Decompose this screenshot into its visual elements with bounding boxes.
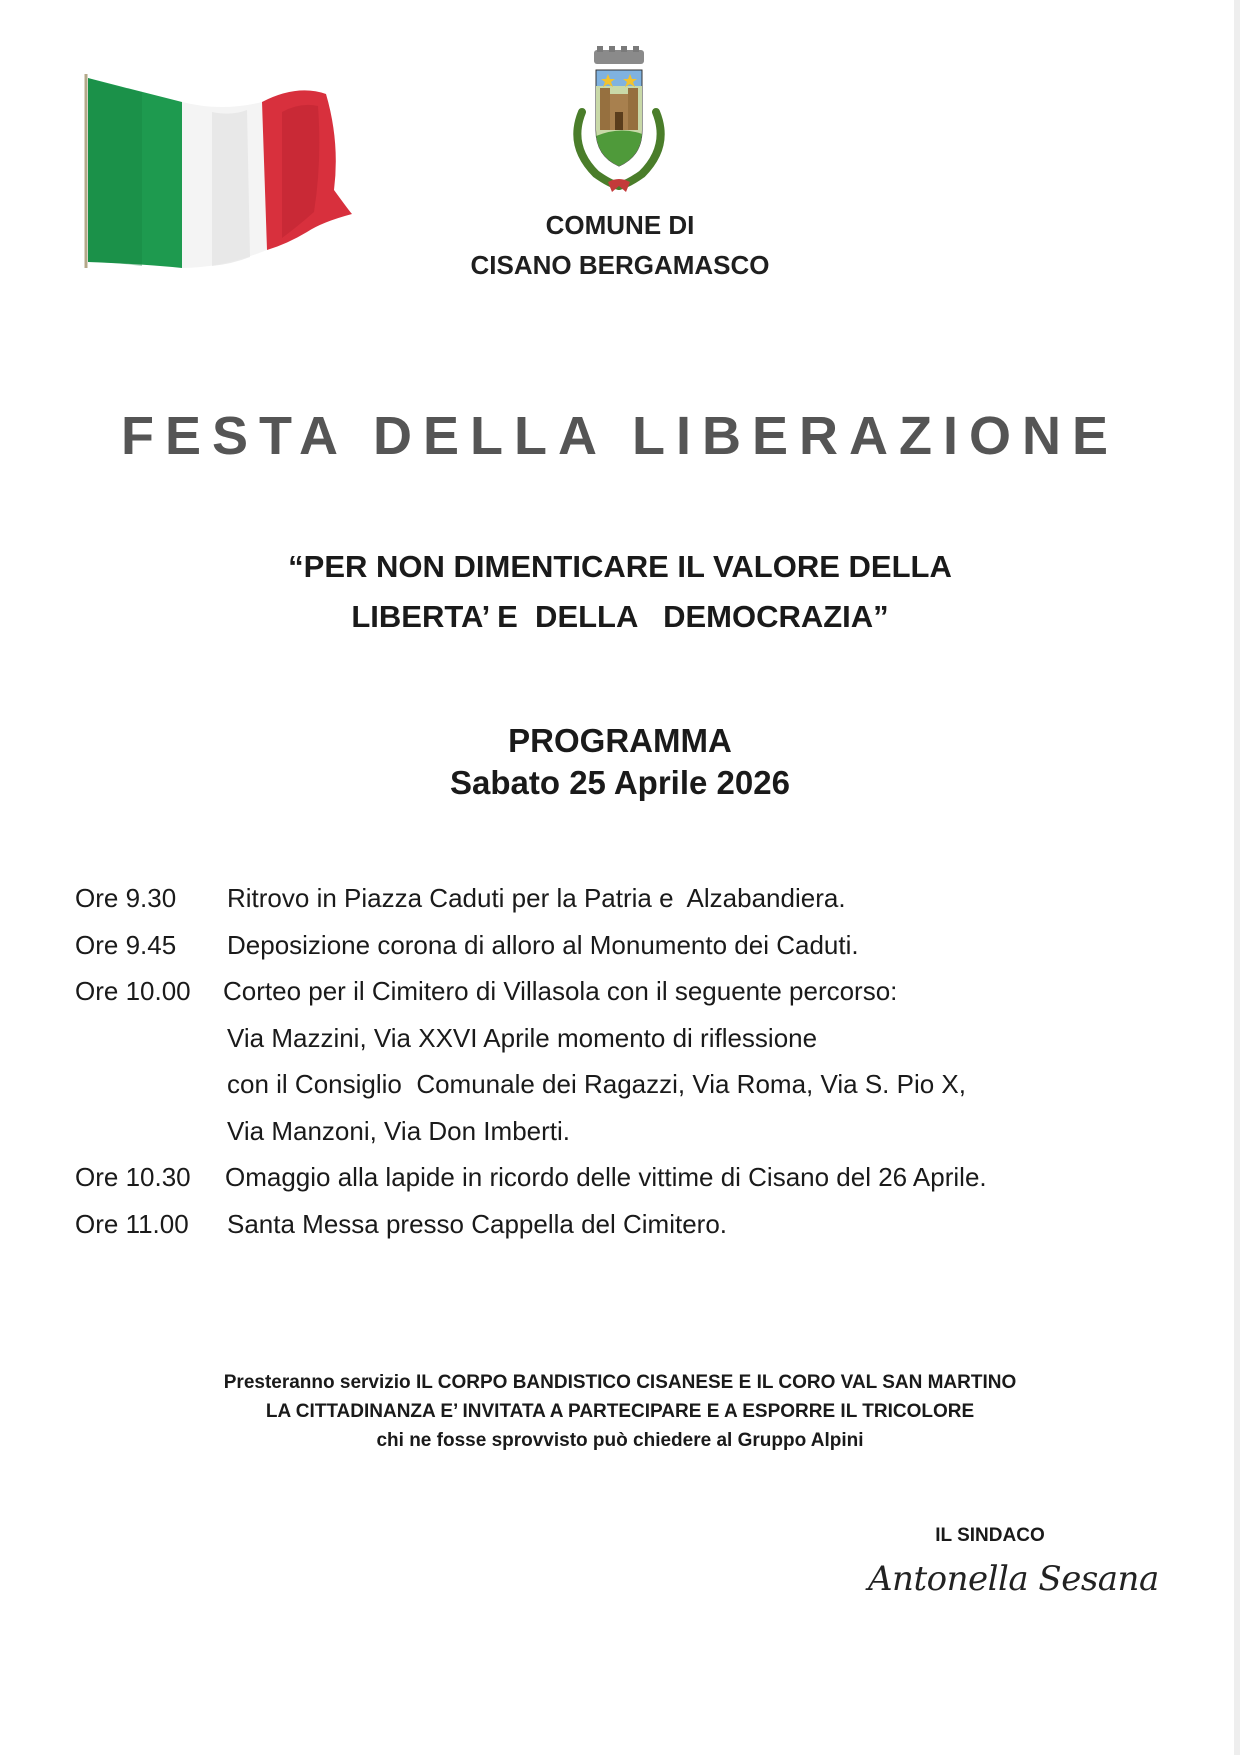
schedule-description: Via Manzoni, Via Don Imberti. [227, 1115, 570, 1146]
italian-flag-icon [82, 72, 402, 282]
coat-of-arms-icon [560, 46, 678, 196]
municipality-name [420, 205, 820, 285]
schedule-row [75, 1201, 1195, 1248]
schedule-time: Ore 10.30 [75, 1162, 191, 1192]
schedule-description: Via Mazzini, Via XXVI Aprile momento di riflessione [227, 1022, 818, 1053]
schedule-description: Corteo per il Cimitero di Villasola con il seguente percorso: [223, 976, 898, 1006]
mayor-role: IL SINDACO [935, 1525, 1045, 1546]
mayor-signature [862, 1540, 1159, 1610]
program-heading-block [320, 720, 920, 804]
event-motto [120, 542, 1120, 642]
schedule-time: Ore 9.45 [75, 929, 177, 960]
notes-block [120, 1368, 1120, 1455]
schedule-row-continuation [75, 1015, 1195, 1062]
schedule-description: Ritrovo in Piazza Caduti per la Patria e Alzabandiera. [227, 883, 846, 913]
note-line2: LA CITTADINANZA E’ INVITATA A PARTECIPARE E A ESPORRE IL TRICOLORE [265, 1401, 975, 1422]
signature-text: Antonella Sesana [868, 1559, 1159, 1599]
event-title: FESTA DELLA LIBERAZIONE [121, 406, 1119, 466]
page-edge [1234, 0, 1240, 1755]
schedule-description: Santa Messa presso Cappella del Cimitero. [227, 1208, 728, 1239]
program-date: Sabato 25 Aprile 2026 [450, 764, 790, 801]
schedule-list [75, 875, 1195, 1247]
motto-line2: LIBERTA’ E DELLA DEMOCRAZIA” [351, 599, 889, 634]
schedule-row-continuation [75, 1061, 1195, 1108]
schedule-time: Ore 10.00 [75, 976, 191, 1006]
schedule-time: Ore 9.30 [75, 883, 177, 913]
schedule-description: Omaggio alla lapide in ricordo delle vittime di Cisano del 26 Aprile. [225, 1162, 987, 1192]
schedule-row [75, 875, 1195, 922]
schedule-time: Ore 11.00 [75, 1208, 189, 1239]
schedule-row [75, 1154, 1195, 1201]
schedule-description: Deposizione corona di alloro al Monumento dei Caduti. [227, 929, 859, 960]
note-line3: chi ne fosse sprovvisto può chiedere al Gruppo Alpini [376, 1430, 864, 1451]
schedule-description: con il Consiglio Comunale dei Ragazzi, Via Roma, Via S. Pio X, [227, 1069, 966, 1099]
note-line1: Presteranno servizio IL CORPO BANDISTICO CISANESE E IL CORO VAL SAN MARTINO [223, 1372, 1017, 1393]
schedule-row [75, 968, 1195, 1015]
schedule-row-continuation [75, 1108, 1195, 1155]
motto-line1: “PER NON DIMENTICARE IL VALORE DELLA [288, 549, 952, 584]
program-heading: PROGRAMMA [508, 722, 732, 759]
schedule-row [75, 922, 1195, 969]
municipality-line1: COMUNE DI [545, 210, 695, 240]
municipality-line2: CISANO BERGAMASCO [470, 250, 770, 280]
